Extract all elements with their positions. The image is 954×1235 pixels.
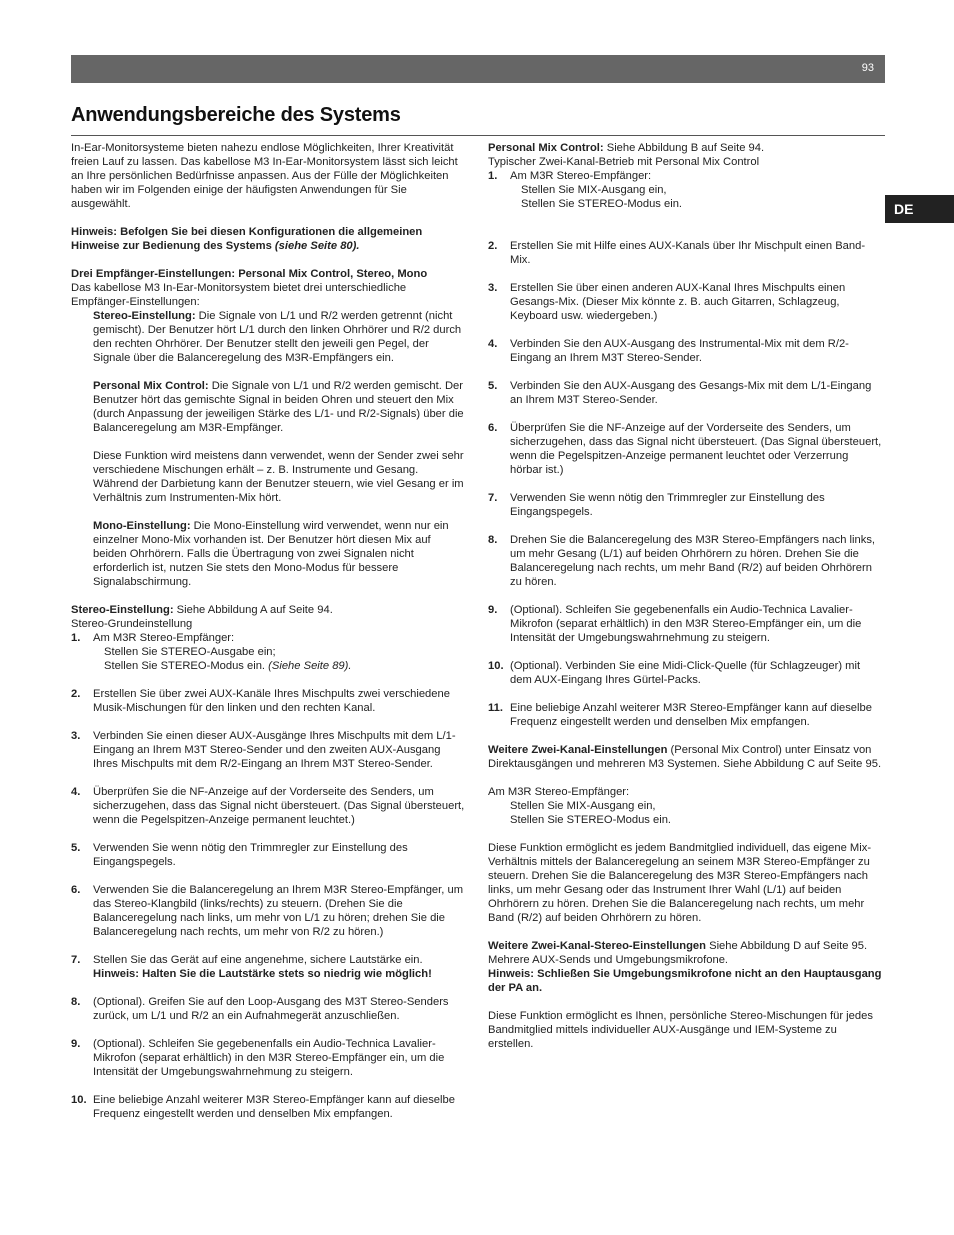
three-settings-text: Das kabellose M3 In-Ear-Monitorsystem bietet drei unterschiedliche Empfänger-Einstellungen: (71, 282, 407, 308)
list-item: 4. Verbinden Sie den AUX-Ausgang des Instrumental-Mix mit dem R/2-Eingang an Ihrem M3T Stereo-Sender. (488, 338, 849, 364)
list-item: 6. Verwenden Sie die Balanceregelung an Ihrem M3R Stereo-Empfänger, um das Stereo-Klangbild (links/rechts) zu steuern. (Drehen Sie die Balanceregelung nach links, um mehr von L/1 zu hören; drehen Sie die Balanceregelung nach rechts, um mehr von R/2 zu hören.) (71, 884, 464, 938)
hint-paragraph (71, 225, 466, 253)
intro-paragraph: In-Ear-Monitorsysteme bieten nahezu endlose Möglichkeiten, Ihrer Kreativität freien Lauf zu lassen. Das kabellose M3 In-Ear-Monitorsystem lässt sich leicht an Ihre persönlichen Bedürfnisse anpassen. Aus der Fülle der Möglichkeiten haben wir im Folgenden einige der häufigsten Anwendungen für Sie ausgewählt. (71, 142, 458, 210)
list-item: 1. Am M3R Stereo-Empfänger: (71, 632, 235, 644)
pmc-setting-detail: Diese Funktion wird meistens dann verwendet, wenn der Sender zwei sehr verschiedene Mischungen erhält – z. B. Instrumente und Gesang. Während der Darbietung kann der Benutzer steuern, wie viel Gesang er im Verhältnis zum Instrumenten-Mix hört. (93, 450, 464, 504)
stereo-setting: Stereo-Einstellung: Die Signale von L/1 und R/2 werden getrennt (nicht gemischt). Der Benutzer hört L/1 durch den linken Ohrhörer und R/2 durch den rechten Ohrhörer. Der Benutzer stellt den jeweili gen Pegel, der Signale über die Balanceregelung des M3R-Empfängers ein. (93, 310, 462, 364)
list-item: 3. Erstellen Sie über einen anderen AUX-Kanal Ihres Mischpults einen Gesangs-Mix. (Dieser Mix könnte z. B. auch Gitarren, Schlagzeug, Keyboard usw. wiedergeben.) (488, 282, 846, 322)
right-column (488, 141, 882, 1051)
list-item: 2. Erstellen Sie über zwei AUX-Kanäle Ihres Mischpults zwei verschiedene Musik-Mischungen für den linken und den rechten Kanal. (71, 688, 450, 714)
list-subitem: Stellen Sie STEREO-Ausgabe ein; (104, 646, 276, 658)
list-item: 6. Überprüfen Sie die NF-Anzeige auf der Vorderseite des Senders, um sicherzugehen, dass das Signal nicht übersteuert. (Das Signal übersteuert, wenn die Pegelspitzen-Anzeige permanent leuchtet oder Verzerrung hörbar ist.) (488, 422, 882, 476)
list-item: 9. (Optional). Schleifen Sie gegebenenfalls ein Audio-Technica Lavalier-Mikrofon (separat erhältlich) in den M3R Stereo-Empfänger ein, um die Intensität der Umgebungswahrnehmung zu steigern. (488, 604, 862, 644)
left-column (71, 141, 466, 1121)
list-item: 5. Verwenden Sie wenn nötig den Trimmregler zur Einstellung des Eingangspegels. (71, 842, 408, 868)
list-item: 3. Verbinden Sie einen dieser AUX-Ausgänge Ihres Mischpults mit dem L/1-Eingang an Ihrem M3T Stereo-Sender und den zweiten AUX-Ausgang Ihres Mischpults mit dem R/2-Eingang an Ihrem M3T Stereo-Sender. (71, 730, 456, 770)
list-item: 8. Drehen Sie die Balanceregelung des M3R Stereo-Empfängers nach links, um mehr Gesang (L/1) auf beiden Ohrhörern zu hören. Drehen Sie die Balanceregelung nach rechts, um mehr Band (R/2) auf beiden Ohrhörern zu hören. (488, 534, 876, 588)
list-item: 2. Erstellen Sie mit Hilfe eines AUX-Kanals über Ihr Mischpult einen Band-Mix. (488, 240, 866, 266)
language-tab: DE (885, 195, 954, 223)
pmc-section-heading: Personal Mix Control: Siehe Abbildung B auf Seite 94. (488, 142, 765, 154)
list-item: 5. Verbinden Sie den AUX-Ausgang des Gesangs-Mix mit dem L/1-Eingang an Ihrem M3T Stereo-Sender. (488, 380, 872, 406)
list-item: 10. (Optional). Verbinden Sie eine Midi-Click-Quelle (für Schlagzeuger) mit dem AUX-Eingang Ihres Gürtel-Packs. (488, 660, 861, 686)
list-subitem: Stellen Sie MIX-Ausgang ein, (510, 800, 656, 812)
further-two-channel-text: Diese Funktion ermöglicht es jedem Bandmitglied individuell, das eigene Mix-Verhältnis mittels der Balanceregelung an seinem M3R Stereo-Empfänger zu steuern. Drehen Sie die Balanceregelung des M3R Stereo-Empfängers nach links, um mehr Gesang oder das Instrument Ihrer Wahl (L/1) auf beiden Ohrhörern zu hören. Drehen Sie die Balanceregelung nach rechts, um mehr Band (R/2) auf beiden Ohrhörern zu hören. (488, 842, 872, 924)
mono-setting: Mono-Einstellung: Die Mono-Einstellung wird verwendet, wenn nur ein einzelner Mono-Mix vorhanden ist. Der Benutzer hört diesen Mix auf beiden Ohrhörern. Falls die Übertragung von zwei Signalen nicht erforderlich ist, nutzen Sie stets den Mono-Modus für bessere Signalabschirmung. (93, 520, 449, 588)
further-stereo-hint: Hinweis: Schließen Sie Umgebungsmikrofone nicht an den Hauptausgang der PA an. (488, 968, 882, 994)
pmc-section-sub: Typischer Zwei-Kanal-Betrieb mit Personal Mix Control (488, 156, 760, 168)
receiver-label: Am M3R Stereo-Empfänger: (488, 786, 630, 798)
further-two-channel-heading: Weitere Zwei-Kanal-Einstellungen (Personal Mix Control) unter Einsatz von Direktausgängen und mehreren M3 Systemen. Siehe Abbildung C auf Seite 95. (488, 744, 882, 770)
list-item: 7. Stellen Sie das Gerät auf eine angenehme, sichere Lautstärke ein. Hinweis: Halten Sie die Lautstärke stets so niedrig wie möglich! (71, 954, 432, 980)
list-subitem: Stellen Sie STEREO-Modus ein. (510, 814, 672, 826)
stereo-section-sub: Stereo-Grundeinstellung (71, 618, 193, 630)
title-rule (71, 135, 885, 136)
header-bar (71, 55, 885, 83)
list-item: 11. Eine beliebige Anzahl weiterer M3R Stereo-Empfänger kann auf dieselbe Frequenz eingestellt werden und denselben Mix empfangen. (488, 702, 872, 728)
hint-bold: Hinweis: Befolgen Sie bei diesen Konfigurationen die allgemeinen Hinweise zur Bedienung des Systems (71, 226, 423, 252)
page-title: Anwendungsbereiche des Systems (71, 104, 401, 126)
three-settings-title: Drei Empfänger-Einstellungen: Personal Mix Control, Stereo, Mono (71, 268, 428, 280)
pmc-setting: Personal Mix Control: Die Signale von L/1 und R/2 werden gemischt. Der Benutzer hört das gemischte Signal in beiden Ohren und steuert den Mix (durch Anpassung der jeweiligen Stärke des L/1- und R/2-Signals) über die Balanceregelung am M3R-Empfänger. (93, 380, 464, 434)
list-item: 1. Am M3R Stereo-Empfänger: (488, 170, 652, 182)
final-paragraph: Diese Funktion ermöglicht es Ihnen, persönliche Stereo-Mischungen für jedes Bandmitglied mittels individueller AUX-Ausgänge und IEM-Systeme zu erstellen. (488, 1010, 873, 1050)
list-item: 7. Verwenden Sie wenn nötig den Trimmregler zur Einstellung des Eingangspegels. (488, 492, 825, 518)
page-number: 93 (861, 62, 874, 74)
further-stereo-heading: Weitere Zwei-Kanal-Stereo-Einstellungen Siehe Abbildung D auf Seite 95. Mehrere AUX-Sends und Umgebungsmikrofone. (488, 940, 868, 966)
list-subitem: Stellen Sie MIX-Ausgang ein, (521, 184, 667, 196)
hint-italic: (siehe Seite 80). (271, 240, 360, 252)
list-subitem: Stellen Sie STEREO-Modus ein. (521, 198, 683, 210)
list-item: 9. (Optional). Schleifen Sie gegebenenfalls ein Audio-Technica Lavalier-Mikrofon (separat erhältlich) in den M3R Stereo-Empfänger ein, um die Intensität der Umgebungswahrnehmung zu steigern. (71, 1038, 445, 1078)
list-item: 4. Überprüfen Sie die NF-Anzeige auf der Vorderseite des Senders, um sicherzugehen, dass das Signal nicht übersteuert. (Das Signal übersteuert, wenn die Pegelspitzen-Anzeige permanent leuchtet.) (71, 786, 465, 826)
list-item: 8. (Optional). Greifen Sie auf den Loop-Ausgang des M3T Stereo-Senders zurück, um L/1 und R/2 an ein Aufnahmegerät anzuschließen. (71, 996, 449, 1022)
stereo-section-heading: Stereo-Einstellung: Siehe Abbildung A auf Seite 94. (71, 604, 333, 616)
list-subitem: Stellen Sie STEREO-Modus ein. (Siehe Seite 89). (104, 660, 352, 672)
list-item: 10. Eine beliebige Anzahl weiterer M3R Stereo-Empfänger kann auf dieselbe Frequenz eingestellt werden und denselben Mix empfangen. (71, 1094, 455, 1120)
